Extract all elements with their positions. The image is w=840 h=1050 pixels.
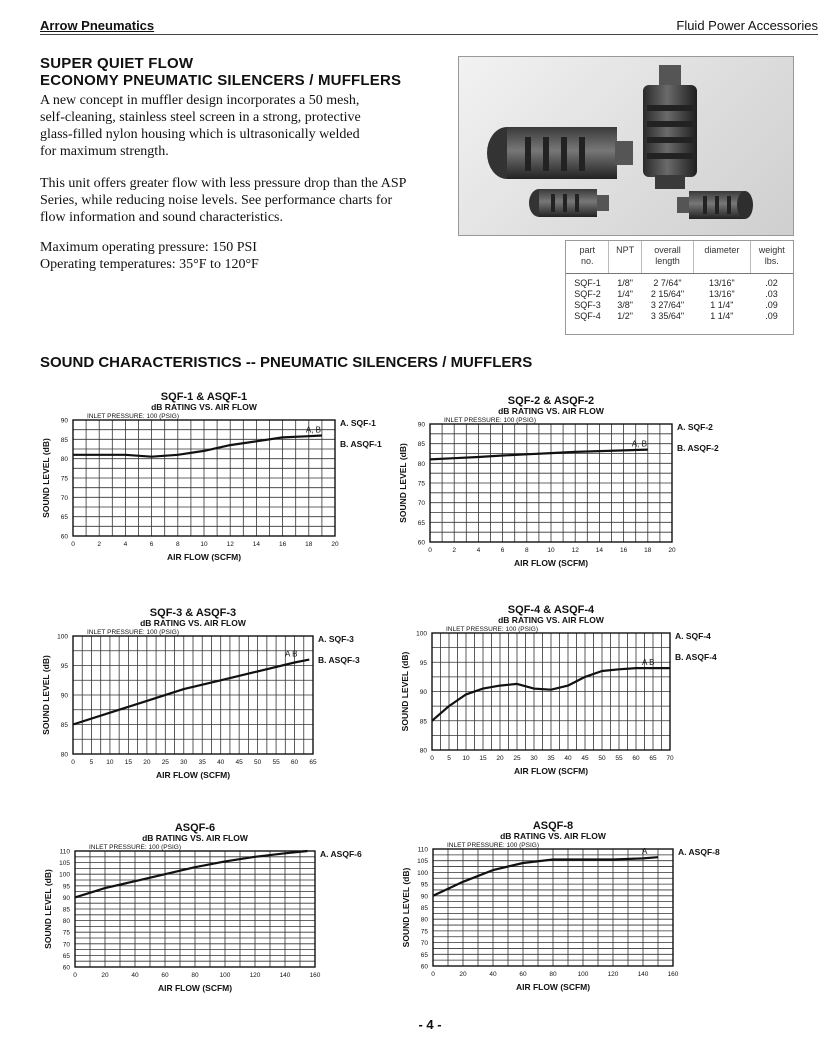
y-tick-label: 60 bbox=[417, 539, 425, 547]
cell: 13/16" bbox=[709, 278, 735, 288]
x-tick-label: 55 bbox=[272, 759, 280, 766]
chart-note: INLET PRESSURE: 100 (PSIG) bbox=[444, 417, 536, 424]
x-axis-label: AIR FLOW (SCFM) bbox=[157, 983, 233, 993]
y-tick-label: 80 bbox=[60, 751, 68, 759]
y-tick-label: 60 bbox=[62, 964, 70, 972]
curve-label: A, B bbox=[305, 425, 322, 435]
curve-label: A B bbox=[642, 658, 655, 668]
x-tick-label: 0 bbox=[430, 755, 434, 762]
x-tick-label: 60 bbox=[519, 971, 527, 978]
x-tick-label: 65 bbox=[309, 759, 317, 766]
y-tick-label: 95 bbox=[60, 663, 68, 670]
y-tick-label: 60 bbox=[420, 963, 428, 971]
x-tick-label: 25 bbox=[513, 755, 521, 762]
col-weight: weight lbs. bbox=[750, 241, 793, 274]
x-tick-label: 30 bbox=[180, 759, 188, 766]
x-tick-label: 5 bbox=[447, 755, 451, 762]
y-tick-label: 100 bbox=[416, 630, 427, 638]
x-tick-label: 10 bbox=[462, 755, 470, 762]
y-tick-label: 90 bbox=[419, 689, 427, 696]
x-tick-label: 15 bbox=[479, 755, 487, 762]
x-tick-label: 60 bbox=[161, 972, 169, 979]
legend-entry: A. SQF-2 bbox=[677, 422, 713, 432]
x-tick-label: 20 bbox=[459, 971, 467, 978]
chart-5 bbox=[43, 822, 362, 993]
x-tick-label: 15 bbox=[124, 759, 133, 766]
y-tick-label: 65 bbox=[62, 952, 70, 960]
x-tick-label: 20 bbox=[331, 541, 339, 548]
series-line bbox=[73, 436, 322, 457]
x-tick-label: 4 bbox=[476, 547, 481, 554]
chart-title: SQF-4 & ASQF-4 bbox=[507, 604, 595, 616]
cell: 3 27/64" bbox=[650, 300, 685, 310]
chart-note: INLET PRESSURE: 100 (PSIG) bbox=[446, 626, 538, 633]
cell: 1/4" bbox=[617, 289, 633, 299]
x-axis-label: AIR FLOW (SCFM) bbox=[515, 982, 591, 992]
legend-entry: A. ASQF-6 bbox=[320, 849, 362, 859]
text-line: This unit offers greater flow with less pressure drop than the ASP bbox=[40, 176, 407, 191]
legend-entry: B. ASQF-4 bbox=[675, 652, 717, 662]
cell: 2 15/64" bbox=[650, 289, 685, 299]
cell: SQF-2 bbox=[574, 289, 601, 299]
y-tick-label: 80 bbox=[419, 747, 427, 755]
y-tick-label: 85 bbox=[60, 722, 68, 729]
operating-temp-line: Operating temperatures: 35°F to 120°F bbox=[40, 257, 259, 272]
y-tick-label: 75 bbox=[60, 475, 68, 483]
cell: 13/16" bbox=[709, 289, 735, 299]
chart-note: INLET PRESSURE: 100 (PSIG) bbox=[87, 413, 179, 420]
chart-note: INLET PRESSURE: 100 (PSIG) bbox=[87, 629, 179, 636]
y-tick-label: 85 bbox=[419, 718, 427, 726]
x-tick-label: 20 bbox=[101, 972, 109, 979]
y-tick-label: 90 bbox=[420, 893, 428, 901]
x-tick-label: 0 bbox=[71, 759, 75, 766]
x-tick-label: 40 bbox=[564, 755, 572, 762]
chart-title: SQF-3 & ASQF-3 bbox=[149, 607, 237, 619]
cell: 3/8" bbox=[617, 300, 633, 310]
y-axis-label: SOUND LEVEL (dB) bbox=[400, 651, 410, 732]
x-tick-label: 20 bbox=[496, 755, 504, 762]
chart-subtitle: dB RATING VS. AIR FLOW bbox=[498, 615, 604, 625]
y-tick-label: 70 bbox=[420, 940, 428, 948]
x-tick-label: 50 bbox=[253, 759, 262, 766]
x-tick-label: 5 bbox=[89, 759, 94, 766]
x-tick-label: 8 bbox=[175, 541, 180, 548]
chart-note: INLET PRESSURE: 100 (PSIG) bbox=[89, 844, 181, 851]
x-tick-label: 80 bbox=[549, 971, 557, 978]
x-tick-label: 18 bbox=[644, 547, 652, 554]
chart-subtitle: dB RATING VS. AIR FLOW bbox=[498, 406, 604, 416]
chart-1 bbox=[41, 391, 382, 562]
legend-entry: A. SQF-3 bbox=[318, 634, 354, 644]
x-tick-label: 50 bbox=[598, 755, 606, 762]
cell: SQF-3 bbox=[574, 300, 601, 310]
x-tick-label: 6 bbox=[500, 547, 505, 554]
cell: .09 bbox=[765, 300, 778, 310]
legend-entry: B. ASQF-2 bbox=[677, 443, 719, 453]
x-tick-label: 65 bbox=[649, 755, 657, 762]
cell: .09 bbox=[765, 311, 778, 321]
x-tick-label: 45 bbox=[581, 755, 589, 762]
y-tick-label: 70 bbox=[417, 500, 425, 508]
y-axis-label: SOUND LEVEL (dB) bbox=[398, 443, 408, 523]
x-tick-label: 100 bbox=[219, 972, 231, 979]
x-tick-label: 60 bbox=[290, 759, 299, 766]
cell: 2 7/64" bbox=[653, 278, 682, 288]
x-tick-label: 120 bbox=[249, 972, 261, 979]
y-tick-label: 65 bbox=[60, 514, 68, 522]
x-tick-label: 60 bbox=[632, 755, 640, 762]
x-tick-label: 4 bbox=[123, 541, 128, 548]
x-tick-label: 14 bbox=[595, 547, 604, 554]
y-axis-label: SOUND LEVEL (dB) bbox=[41, 655, 51, 735]
x-tick-label: 160 bbox=[309, 972, 321, 979]
cell: 1/8" bbox=[617, 278, 633, 288]
chart-title: SQF-2 & ASQF-2 bbox=[507, 395, 595, 407]
y-tick-label: 95 bbox=[420, 881, 428, 889]
x-tick-label: 40 bbox=[489, 971, 497, 978]
section-label: Fluid Power Accessories bbox=[676, 18, 818, 33]
cell: .03 bbox=[765, 289, 778, 299]
chart-subtitle: dB RATING VS. AIR FLOW bbox=[140, 618, 246, 628]
x-tick-label: 16 bbox=[619, 547, 628, 554]
y-tick-label: 95 bbox=[419, 659, 427, 667]
brand-name: Arrow Pneumatics bbox=[40, 18, 155, 33]
y-tick-label: 70 bbox=[60, 494, 68, 502]
y-tick-label: 80 bbox=[420, 916, 428, 924]
curve-label: A B bbox=[285, 649, 298, 659]
x-axis-label: AIR FLOW (SCFM) bbox=[155, 770, 231, 780]
y-tick-label: 90 bbox=[60, 417, 68, 425]
x-tick-label: 140 bbox=[279, 972, 291, 979]
series-line bbox=[73, 660, 309, 725]
cell: SQF-1 bbox=[574, 278, 601, 288]
legend-entry: A. SQF-4 bbox=[675, 631, 711, 641]
y-tick-label: 95 bbox=[62, 883, 70, 891]
chart-title: ASQF-6 bbox=[174, 822, 216, 834]
curve-label: A bbox=[642, 847, 648, 857]
x-tick-label: 40 bbox=[217, 759, 225, 766]
y-tick-label: 100 bbox=[417, 869, 428, 877]
x-axis-label: AIR FLOW (SCFM) bbox=[513, 558, 589, 568]
x-tick-label: 160 bbox=[667, 971, 679, 978]
chart-2 bbox=[398, 395, 719, 568]
x-tick-label: 8 bbox=[524, 547, 529, 554]
y-tick-label: 110 bbox=[59, 848, 70, 856]
curve-label: A, B bbox=[631, 439, 647, 449]
legend-entry: B. ASQF-1 bbox=[340, 439, 382, 449]
chart-subtitle: dB RATING VS. AIR FLOW bbox=[500, 831, 606, 841]
y-tick-label: 85 bbox=[60, 436, 68, 444]
y-tick-label: 80 bbox=[62, 918, 70, 926]
chart-6 bbox=[401, 820, 720, 992]
x-tick-label: 100 bbox=[577, 971, 589, 978]
x-tick-label: 55 bbox=[615, 755, 623, 762]
y-tick-label: 60 bbox=[60, 533, 68, 541]
x-tick-label: 35 bbox=[547, 755, 555, 762]
y-axis-label: SOUND LEVEL (dB) bbox=[41, 438, 51, 518]
x-tick-label: 16 bbox=[278, 541, 287, 548]
y-axis-label: SOUND LEVEL (dB) bbox=[401, 867, 411, 948]
chart-3 bbox=[41, 607, 360, 780]
x-tick-label: 2 bbox=[452, 547, 457, 554]
text-line: flow information and sound characteristics. bbox=[40, 210, 283, 225]
y-tick-label: 75 bbox=[420, 928, 428, 936]
text-line: glass-filled nylon housing which is ultrasonically welded bbox=[40, 127, 360, 142]
x-tick-label: 30 bbox=[530, 755, 538, 762]
y-tick-label: 80 bbox=[60, 456, 68, 464]
x-tick-label: 120 bbox=[607, 971, 619, 978]
x-tick-label: 45 bbox=[235, 759, 243, 766]
x-tick-label: 12 bbox=[571, 547, 579, 554]
sound-section-title: SOUND CHARACTERISTICS -- PNEUMATIC SILENCERS / MUFFLERS bbox=[40, 354, 533, 371]
y-tick-label: 85 bbox=[62, 906, 70, 914]
col-npt: NPT bbox=[609, 241, 641, 274]
x-tick-label: 80 bbox=[191, 972, 199, 979]
x-tick-label: 12 bbox=[226, 541, 234, 548]
x-tick-label: 0 bbox=[71, 541, 75, 548]
x-axis-label: AIR FLOW (SCFM) bbox=[166, 552, 242, 562]
y-tick-label: 90 bbox=[62, 894, 70, 902]
text-line: self-cleaning, stainless steel screen in a strong, protective bbox=[40, 110, 361, 125]
max-pressure-line: Maximum operating pressure: 150 PSI bbox=[40, 240, 257, 255]
chart-4 bbox=[400, 604, 717, 776]
y-tick-label: 105 bbox=[417, 858, 428, 866]
x-tick-label: 18 bbox=[305, 541, 313, 548]
chart-subtitle: dB RATING VS. AIR FLOW bbox=[142, 833, 248, 843]
y-tick-label: 105 bbox=[59, 860, 70, 868]
x-tick-label: 10 bbox=[106, 759, 114, 766]
y-tick-label: 90 bbox=[417, 421, 425, 429]
legend-entry: A. ASQF-8 bbox=[678, 847, 720, 857]
x-tick-label: 20 bbox=[668, 547, 676, 554]
x-tick-label: 0 bbox=[428, 547, 432, 554]
cell: 1/2" bbox=[617, 311, 633, 321]
y-tick-label: 80 bbox=[417, 460, 425, 468]
col-overall-length: overall length bbox=[641, 241, 693, 274]
cell: .02 bbox=[765, 278, 778, 288]
cell: SQF-4 bbox=[574, 311, 601, 321]
y-tick-label: 65 bbox=[420, 951, 428, 959]
x-tick-label: 140 bbox=[637, 971, 649, 978]
cell: 1 1/4" bbox=[710, 300, 734, 310]
x-tick-label: 35 bbox=[198, 759, 206, 766]
y-tick-label: 100 bbox=[57, 633, 68, 641]
y-tick-label: 75 bbox=[417, 480, 425, 488]
y-tick-label: 65 bbox=[417, 519, 425, 527]
y-axis-label: SOUND LEVEL (dB) bbox=[43, 869, 53, 949]
product-title-line-2: ECONOMY PNEUMATIC SILENCERS / MUFFLERS bbox=[40, 72, 402, 89]
x-tick-label: 2 bbox=[97, 541, 102, 548]
chart-title: SQF-1 & ASQF-1 bbox=[160, 391, 248, 403]
text-line: for maximum strength. bbox=[40, 144, 169, 159]
product-title-line-1: SUPER QUIET FLOW bbox=[40, 55, 194, 72]
x-tick-label: 0 bbox=[73, 972, 77, 979]
y-tick-label: 110 bbox=[417, 846, 428, 854]
cell: 1 1/4" bbox=[710, 311, 734, 321]
x-tick-label: 14 bbox=[252, 541, 261, 548]
legend-entry: B. ASQF-3 bbox=[318, 655, 360, 665]
cell: 3 35/64" bbox=[650, 311, 685, 321]
x-tick-label: 6 bbox=[149, 541, 154, 548]
x-tick-label: 40 bbox=[131, 972, 139, 979]
x-tick-label: 0 bbox=[431, 971, 435, 978]
chart-title: ASQF-8 bbox=[532, 820, 574, 832]
x-tick-label: 70 bbox=[666, 755, 674, 762]
y-tick-label: 90 bbox=[60, 692, 68, 700]
y-tick-label: 75 bbox=[62, 929, 70, 937]
x-tick-label: 20 bbox=[143, 759, 151, 766]
text-line: Series, while reducing noise levels. See performance charts for bbox=[40, 193, 393, 208]
y-tick-label: 85 bbox=[417, 441, 425, 449]
col-part-no: part no. bbox=[566, 241, 609, 274]
x-tick-label: 25 bbox=[161, 759, 169, 766]
chart-note: INLET PRESSURE: 100 (PSIG) bbox=[447, 842, 539, 849]
x-tick-label: 10 bbox=[200, 541, 208, 548]
y-tick-label: 100 bbox=[59, 871, 70, 879]
chart-subtitle: dB RATING VS. AIR FLOW bbox=[151, 402, 257, 412]
x-tick-label: 10 bbox=[547, 547, 555, 554]
x-axis-label: AIR FLOW (SCFM) bbox=[513, 766, 589, 776]
legend-entry: A. SQF-1 bbox=[340, 418, 376, 428]
page-number: - 4 - bbox=[418, 1017, 442, 1032]
y-tick-label: 85 bbox=[420, 905, 428, 912]
text-line: A new concept in muffler design incorporates a 50 mesh, bbox=[40, 93, 360, 108]
y-tick-label: 70 bbox=[62, 941, 70, 949]
col-diameter: diameter bbox=[694, 241, 750, 274]
